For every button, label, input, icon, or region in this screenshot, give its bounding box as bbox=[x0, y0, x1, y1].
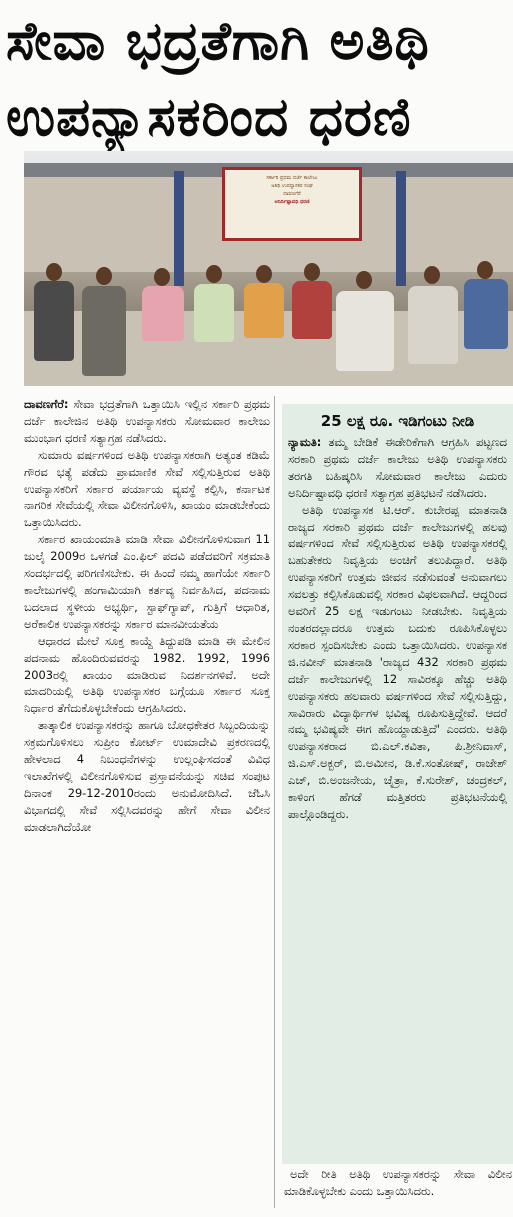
sidebar-dateline: ನ್ಯಾಮತಿ: bbox=[288, 435, 322, 449]
article-paragraph-1: ದಾವಣಗೆರೆ: ಸೇವಾ ಭದ್ರತೆಗಾಗಿ ಒತ್ತಾಯಿಸಿ ಇಲ್ಲಿನ ಸರ್ಕಾರಿ ಪ್ರಥಮ ದರ್ಜೆ ಕಾಲೇಜಿನ ಅತಿಥಿ ಉಪನ್ಯಾಸಕರು ಸೋಮವಾರ ಕಾಲೇಜು ಮುಂಭಾಗ ಧರಣಿ ಸತ್ಯಾಗ್ರಹ ನಡೆಸಿದರು. bbox=[24, 397, 271, 445]
article-continuation bbox=[284, 1166, 512, 1200]
protester bbox=[34, 281, 74, 361]
article-paragraph-5: ತಾತ್ಕಾಲಿಕ ಉಪನ್ಯಾಸಕರನ್ನು ಹಾಗೂ ಬೋಧಕೇತರ ಸಿಬ್ಬಂದಿಯನ್ನು ಸಕ್ರಮಗೊಳಿಸಲು ಸುಪ್ರೀಂ ಕೋರ್ಟ್ ಉಮಾದೇವಿ ಪ್ರಕರಣದಲ್ಲಿ ಹೇಳಲಾದ 4 ನಿಬಂಧನೆಗಳನ್ನು ಉಲ್ಲಂಘಿಸದಂತೆ ವಿವಿಧ ಇಲಾಖೆಗಳಲ್ಲಿ ವಿಲೀನಗೊಳಿಸುವ ಪ್ರಸ್ತಾವನೆಯನ್ನು ಸಚಿವ ಸಂಪುಟ ದಿನಾಂಕ 29-12-2010ರಂದು ಅನುಮೋದಿಸಿದೆ. ಜೆಓಸಿ ವಿಭಾಗದಲ್ಲಿ ಸೇವೆ ಸಲ್ಲಿಸಿದವರನ್ನು ಹೇಗೆ ಸೇವಾ ವಿಲೀನ ಮಾಡಲಾಗಿದೆಯೋ bbox=[24, 718, 270, 834]
protester bbox=[244, 283, 284, 338]
sidebar-paragraph-2: ಅತಿಥಿ ಉಪನ್ಯಾಸಕ ಟಿ.ಆರ್. ಕುಬೇರಪ್ಪ ಮಾತನಾಡಿ ರಾಜ್ಯದ ಸರಕಾರಿ ಪ್ರಥಮ ದರ್ಜೆ ಕಾಲೇಜುಗಳಲ್ಲಿ ಹಲವು ವರ್ಷಗಳಿಂದ ಸೇವೆ ಸಲ್ಲಿಸುತ್ತಿರುವ ಅತಿಥಿ ಉಪನ್ಯಾಸಕರಲ್ಲಿ ಬಹುತೇಕರು ನಿವೃತ್ತಿಯ ಅಂಚಿಗೆ ತಲುಪಿದ್ದಾರೆ. ಅತಿಥಿ ಉಪನ್ಯಾಸಕರಿಗೆ ಉತ್ತಮ ಜೀವನ ನಡೆಸುವಂತೆ ಅನುವಾಗಲು ಸವಲತ್ತು ಕಲ್ಪಿಸಿಕೊಡುವಲ್ಲಿ ಸರಕಾರ ವಿಫಲವಾಗಿದೆ. ಆದ್ದರಿಂದ ಅವರಿಗೆ 25 ಲಕ್ಷ ಇಡುಗಂಟು ನೀಡಬೇಕು. ನಿವೃತ್ತಿಯ ನಂತರದಲ್ಲಾದರೂ ಉತ್ತಮ ಬದುಕು ರೂಪಿಸಿಕೊಳ್ಳಲು ಸರಕಾರ ಸ್ಪಂದಿಸಬೇಕು ಎಂದು ಒತ್ತಾಯಿಸಿದರು. ಉಪನ್ಯಾಸಕ ಜಿ.ನವೀನ್ ಮಾತನಾಡಿ 'ರಾಜ್ಯದ 432 ಸರಕಾರಿ ಪ್ರಥಮ ದರ್ಜೆ ಕಾಲೇಜುಗಳಲ್ಲಿ 12 ಸಾವಿರಕ್ಕೂ ಹೆಚ್ಚು ಅತಿಥಿ ಉಪನ್ಯಾಸಕರು ಹಲವಾರು ವರ್ಷಗಳಿಂದ ಸೇವೆ ಸಲ್ಲಿಸುತ್ತಿದ್ದು, ಸಾವಿರಾರು ವಿದ್ಯಾರ್ಥಿಗಳ ಭವಿಷ್ಯ ರೂಪಿಸುತ್ತಿದ್ದೇವೆ. ಆದರೆ ನಮ್ಮ ಭವಿಷ್ಯವೇ ಈಗ ಹೊಯ್ದಾಡುತ್ತಿದೆ' ಎಂದರು. ಅತಿಥಿ ಉಪನ್ಯಾಸಕರಾದ ಬಿ.ಎಲ್.ಕವಿತಾ, ಪಿ.ಶ್ರೀನಿವಾಸ್, ಜಿ.ಎಸ್.ಅಕ್ಬರ್, ಬಿ.ಅಮೀನ, ಡಿ.ಕೆ.ಸಂತೋಷ್, ರಾಜೇಶ್ ಎಚ್, ಬಿ.ಅಂಜನೇಯ, ಚೈತ್ರಾ, ಕೆ.ಸುರೇಶ್, ಚಂದ್ರಕಲ್, ಕಾಳಿಂಗ ಹೆಗಡೆ ಮತ್ತಿತರರು ಪ್ರತಿಭಟನೆಯಲ್ಲಿ ಪಾಲ್ಗೊಂಡಿದ್ದರು. bbox=[288, 502, 507, 821]
protest-banner: ಸರ್ಕಾರಿ ಪ್ರಥಮ ದರ್ಜೆ ಕಾಲೇಜು ಅತಿಥಿ ಉಪನ್ಯಾಸಕರ ಸಂಘ ದಾವಣಗೆರೆ ಅನಿರ್ದಿಷ್ಟಾವಧಿ ಧರಣಿ bbox=[222, 167, 362, 241]
protester bbox=[142, 286, 184, 341]
sidebar-heading: 25 ಲಕ್ಷ ರೂ. ಇಡಿಗಂಟು ನೀಡಿ bbox=[320, 412, 475, 430]
protester bbox=[194, 284, 234, 342]
protester bbox=[292, 281, 332, 339]
dateline: ದಾವಣಗೆರೆ: bbox=[24, 397, 69, 411]
protester bbox=[82, 286, 126, 376]
article-paragraph-2: ಸುಮಾರು ವರ್ಷಗಳಿಂದ ಅತಿಥಿ ಉಪನ್ಯಾಸಕರಾಗಿ ಅತ್ಯಂತ ಕಡಿಮೆ ಗೌರವ ಭತ್ಯೆ ಪಡೆದು ಪ್ರಾಮಾಣಿಕ ಸೇವೆ ಸಲ್ಲಿಸುತ್ತಿರುವ ಅತಿಥಿ ಉಪನ್ಯಾಸಕರಿಗೆ ಸರ್ಕಾರ ಪರ್ಯಾಯ ವ್ಯವಸ್ಥೆ ಕಲ್ಪಿಸಿ, ಕರ್ನಾಟಕ ನಾಗರಿಕ ಸೇವೆಯಲ್ಲಿ ಸೇವಾ ವಿಲೀನಗೊಳಿಸಿ, ಖಾಯಂ ಮಾಡಬೇಕೆಂದು ಒತ್ತಾಯಿಸಿದರು. bbox=[24, 447, 270, 530]
protester bbox=[464, 279, 508, 349]
protester bbox=[408, 286, 458, 364]
protest-photo bbox=[24, 151, 513, 386]
continuation-paragraph: ಅದೇ ರೀತಿ ಅತಿಥಿ ಉಪನ್ಯಾಸಕರನ್ನು ಸೇವಾ ವಿಲೀನ ಮಾಡಿಕೊಳ್ಳಬೇಕು ಎಂದು ಒತ್ತಾಯಿಸಿದರು. bbox=[284, 1167, 512, 1198]
sidebar-story bbox=[282, 404, 513, 1164]
column-divider bbox=[274, 396, 275, 1208]
sidebar-paragraph-1: ನ್ಯಾಮತಿ: ತಮ್ಮ ಬೇಡಿಕೆ ಈಡೇರಿಕೆಗಾಗಿ ಆಗ್ರಹಿಸಿ ಪಟ್ಟಣದ ಸರಕಾರಿ ಪ್ರಥಮ ದರ್ಜೆ ಕಾಲೇಜು ಅತಿಥಿ ಉಪನ್ಯಾಸಕರು ತರಗತಿ ಬಹಿಷ್ಕರಿಸಿ ಸೋಮವಾರ ಕಾಲೇಜು ಎದುರು ಅನಿರ್ದಿಷ್ಟಾವಧಿ ಧರಣಿ ಸತ್ಯಾಗ್ರಹ ಪ್ರತಿಭಟನೆ ನಡೆಸಿದರು. bbox=[288, 435, 508, 500]
headline bbox=[6, 4, 511, 156]
headline-line-2: ಉಪನ್ಯಾಸಕರಿಂದ ಧರಣಿ bbox=[6, 87, 412, 148]
protester bbox=[336, 291, 394, 371]
headline-line-1: ಸೇವಾ ಭದ್ರತೆಗಾಗಿ ಅತಿಥಿ bbox=[6, 11, 430, 72]
article-paragraph-4: ಆಧಾರದ ಮೇಲೆ ಸೂಕ್ತ ಕಾಯ್ದೆ ತಿದ್ದುಪಡಿ ಮಾಡಿ ಈ ಮೇಲಿನ ಪದನಾಮ ಹೊಂದಿರುವವರನ್ನು 1982. 1992, 1996 2003ರಲ್ಲಿ ಖಾಯಂ ಮಾಡಿರುವ ನಿದರ್ಶನಗಳಿವೆ. ಅದೇ ಮಾದರಿಯಲ್ಲಿ ಅತಿಥಿ ಉಪನ್ಯಾಸಕರ ಬಗ್ಗೆಯೂ ಸರ್ಕಾರ ಸೂಕ್ತ ನಿರ್ಧಾರ ತೆಗೆದುಕೊಳ್ಳಬೇಕೆಂದು ಆಗ್ರಹಿಸಿದರು. bbox=[24, 633, 270, 716]
main-article bbox=[24, 396, 270, 836]
article-paragraph-3: ಸರ್ಕಾರ ಖಾಯಂಮಾತಿ ಮಾಡಿ ಸೇವಾ ವಿಲೀನಗೊಳಿಸುವಾಗ 11 ಜುಲೈ 2009ರ ಒಳಗಡೆ ಎಂ.ಫಿಲ್ ಪದವಿ ಪಡೆದವರಿಗೆ ಸಕ್ರಮಾತಿ ಸಂದರ್ಭದಲ್ಲಿ ಪರಿಗಣಿಸಬೇಕು. ಈ ಹಿಂದೆ ನಮ್ಮ ಹಾಗೆಯೇ ಸರ್ಕಾರಿ ಕಾಲೇಜುಗಳಲ್ಲಿ ಹಂಗಾಮಿಯಾಗಿ ಕರ್ತವ್ಯ ನಿರ್ವಹಿಸಿದ, ಪದನಾಮ ಬದಲಾದ ಸ್ಥಳೀಯ ಅಭ್ಯರ್ಥಿ, ಸ್ಟಾಫ್‌ಗ್ಯಾಪ್, ಗುತ್ತಿಗೆ ಆಧಾರಿತ, ಅರೆಕಾಲಿಕ ಉಪನ್ಯಾಸಕರನ್ನು ಸರ್ಕಾರ ಮಾನವೀಯತೆಯ bbox=[24, 532, 270, 631]
